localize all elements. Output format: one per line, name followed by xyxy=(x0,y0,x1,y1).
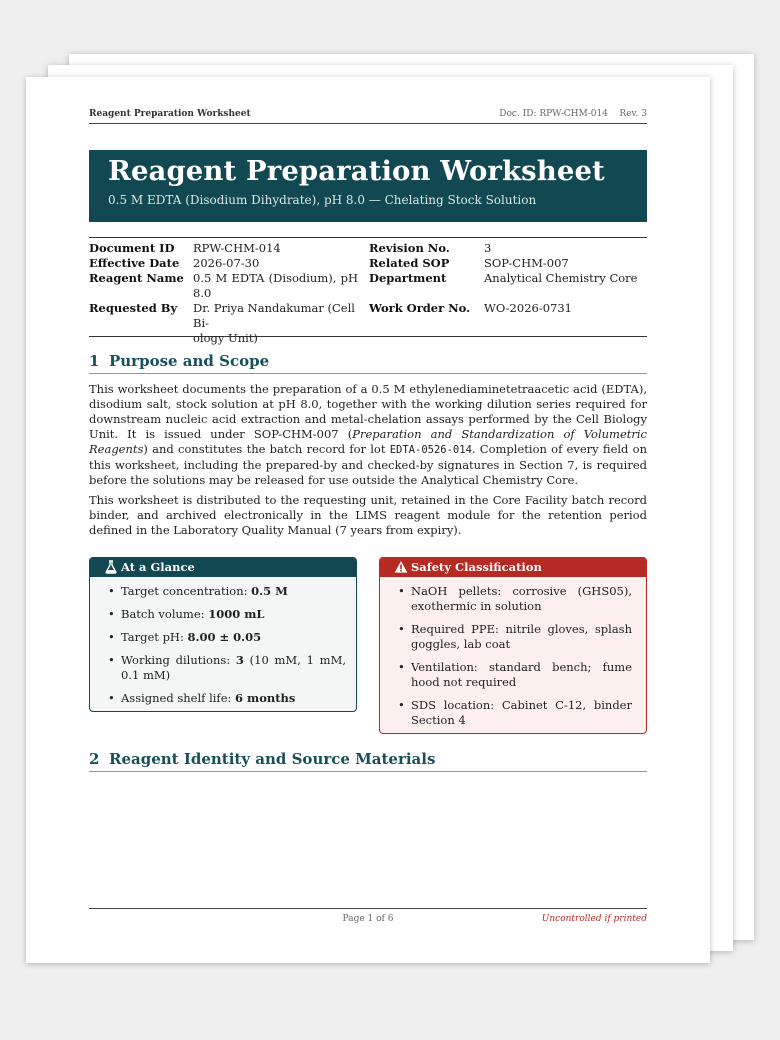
section-heading-purpose: 1 Purpose and Scope xyxy=(89,351,647,374)
reagent-name-value: 0.5 M EDTA (Disodium), pH 8.0 xyxy=(193,271,358,300)
requested-by-label: Requested By xyxy=(89,301,178,315)
running-footer xyxy=(89,908,647,925)
section-heading-reagent-identity: 2 Reagent Identity and Source Materials xyxy=(89,749,647,772)
document-id-label: Document ID xyxy=(89,241,175,255)
document-subtitle: 0.5 M EDTA (Disodium Dihydrate), pH 8.0 — Chelating Stock Solution xyxy=(108,193,537,207)
requested-by-value: Dr. Priya Nandakumar (Cell Bi- ology Unit) xyxy=(193,301,355,345)
list-item: • Target pH: 8.00 ± 0.05 xyxy=(106,630,346,645)
list-item: • Assigned shelf life: 6 months xyxy=(106,691,346,706)
safety-classification-box xyxy=(379,557,647,734)
list-item: • NaOH pellets: corrosive (GHS05), exothermic in solution xyxy=(396,584,632,614)
work-order-label: Work Order No. xyxy=(369,301,471,315)
safety-header: Safety Classification xyxy=(380,558,646,577)
safety-list xyxy=(396,584,632,734)
page-number: Page 1 of 6 xyxy=(342,914,394,924)
reagent-name-label: Reagent Name xyxy=(89,271,184,285)
metadata-table xyxy=(89,237,647,345)
document-title: Reagent Preparation Worksheet xyxy=(108,155,605,187)
warning-icon xyxy=(394,560,408,574)
running-header xyxy=(89,108,647,124)
revision-label: Revision No. xyxy=(369,241,450,255)
work-order-value: WO-2026-0731 xyxy=(484,301,572,315)
lot-number: EDTA-0526-014 xyxy=(389,444,472,456)
effective-date-value: 2026-07-30 xyxy=(193,256,260,270)
related-sop-value: SOP-CHM-007 xyxy=(484,256,569,270)
list-item: • SDS location: Cabinet C-12, binder Section 4 xyxy=(396,698,632,728)
related-sop-label: Related SOP xyxy=(369,256,450,270)
department-value: Analytical Chemistry Core xyxy=(484,271,638,285)
header-title: Reagent Preparation Worksheet xyxy=(89,109,251,119)
revision-value: 3 xyxy=(484,241,492,255)
flask-icon xyxy=(104,560,118,574)
document-id-value: RPW-CHM-014 xyxy=(193,241,281,255)
department-label: Department xyxy=(369,271,447,285)
effective-date-label: Effective Date xyxy=(89,256,180,270)
list-item: • Working dilutions: 3 (10 mM, 1 mM, 0.1 mM) xyxy=(106,653,346,683)
list-item: • Batch volume: 1000 mL xyxy=(106,607,346,622)
list-item: • Ventilation: standard bench; fume hood not required xyxy=(396,660,632,690)
at-a-glance-box xyxy=(89,557,357,712)
uncontrolled-note: Uncontrolled if printed xyxy=(541,914,647,924)
purpose-paragraph-1: This worksheet documents the preparation of a 0.5 M ethylenediaminetetraacetic acid (EDTA), disodium salt, stock solution at pH 8.0, together with the working dilution series required for downstream nucleic acid extraction and metal-chelation assays performed by the Cell Biology Unit. It is issued under SOP-CHM-007 (Preparation and Standardization of Volumetric Reagents) and constitutes the batch record for lot EDTA-0526-014. Completion of every field on this worksheet, including the prepared-by and checked-by signatures in Section 7, is required before the solutions may be released for use outside the Analytical Chemistry Core. xyxy=(89,382,647,487)
list-item: • Target concentration: 0.5 M xyxy=(106,584,346,599)
header-doc-info: Doc. ID: RPW-CHM-014 Rev. 3 xyxy=(499,109,647,119)
document-page xyxy=(26,77,710,963)
at-a-glance-header: At a Glance xyxy=(90,558,356,577)
purpose-paragraph-2: This worksheet is distributed to the requesting unit, retained in the Core Facility batch record binder, and archived electronically in the LIMS reagent module for the retention period defined in the Laboratory Quality Manual (7 years from expiry). xyxy=(89,493,647,537)
glance-list xyxy=(106,584,346,712)
title-banner xyxy=(89,150,647,222)
list-item: • Required PPE: nitrile gloves, splash goggles, lab coat xyxy=(396,622,632,652)
